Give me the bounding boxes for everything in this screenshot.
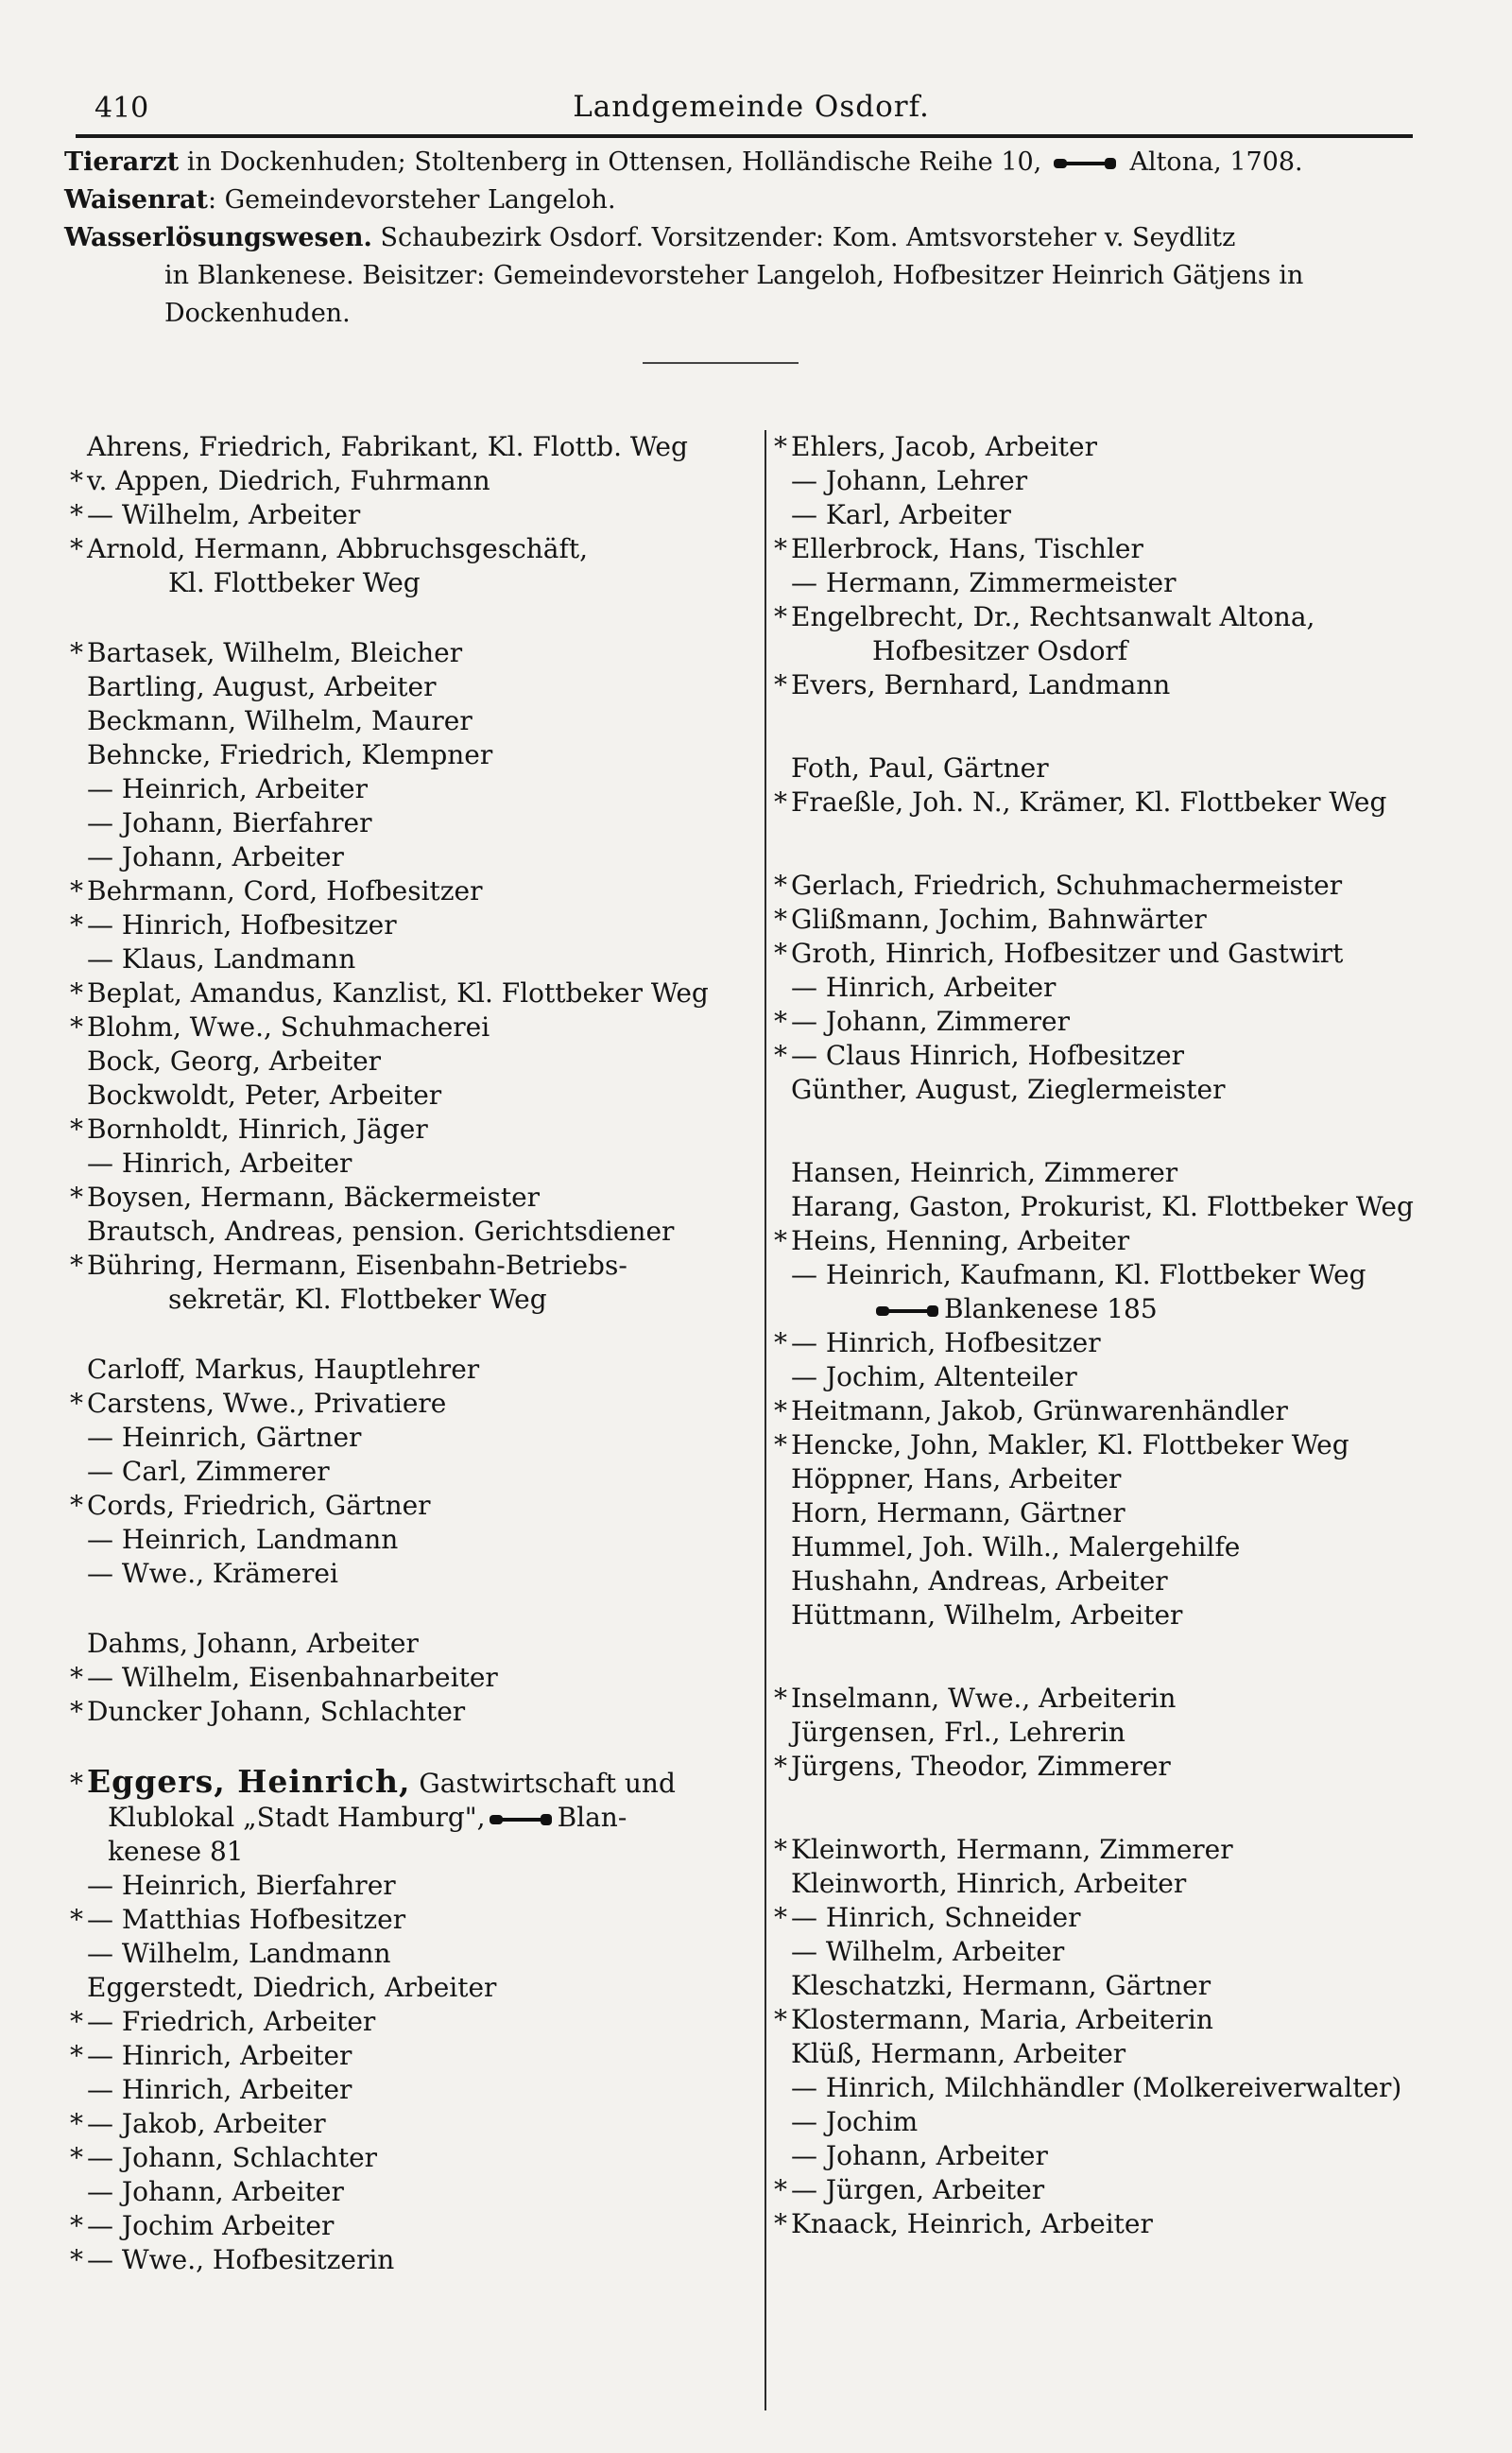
directory-entry: [66, 1113, 756, 1147]
entry-continuation: Kl. Flottbeker Weg: [168, 567, 421, 598]
entry-text: Ellerbrock, Hans, Tischler: [791, 533, 1143, 564]
directory-entry: [66, 806, 756, 840]
directory-entry: [770, 1716, 1469, 1750]
entry-text: — Jochim Arbeiter: [87, 2210, 335, 2241]
entry-text: — Johann, Arbeiter: [791, 2140, 1048, 2171]
telephone-icon: [1054, 155, 1118, 172]
wasser-line: [64, 219, 1420, 257]
tierarzt-label: Tierarzt: [64, 147, 180, 177]
entry-continuation: sekretär, Kl. Flottbeker Weg: [168, 1284, 547, 1315]
entry-text: Kleinworth, Hinrich, Arbeiter: [791, 1868, 1187, 1899]
entry-text: — Jochim: [791, 2106, 919, 2137]
intro-block: [64, 144, 1420, 333]
entry-text: Arnold, Hermann, Abbruchsgeschäft,: [87, 533, 589, 564]
directory-entry: [66, 1455, 756, 1489]
star-mark: *: [774, 1751, 787, 1782]
directory-entry: [66, 430, 756, 464]
directory-entry: [66, 1661, 756, 1695]
directory-entry: [66, 1079, 756, 1113]
entry-text: — Heinrich, Arbeiter: [87, 773, 368, 804]
eggers-line-2-text: Klublokal „Stadt Hamburg",: [108, 1802, 486, 1833]
star-mark: *: [774, 1429, 787, 1460]
directory-entry: [66, 976, 756, 1011]
star-mark: *: [774, 786, 787, 818]
directory-entry: [770, 566, 1469, 600]
star-mark: *: [70, 1011, 83, 1043]
directory-entry: [66, 2175, 756, 2209]
entry-text: Engelbrecht, Dr., Rechtsanwalt Altona,: [791, 601, 1315, 632]
entry-text: Bartling, August, Arbeiter: [87, 671, 437, 702]
entry-text: — Karl, Arbeiter: [791, 499, 1011, 530]
directory-entry: [770, 464, 1469, 498]
entry-text: Carstens, Wwe., Privatiere: [87, 1388, 447, 1419]
eggers-name: Eggers, Heinrich,: [87, 1763, 411, 1800]
directory-entry: [770, 2105, 1469, 2139]
directory-entry: [66, 908, 756, 942]
directory-entry: [66, 1937, 756, 1971]
entry-text: Klüß, Hermann, Arbeiter: [791, 2038, 1126, 2069]
directory-entry: [770, 869, 1469, 903]
entry-text: Hansen, Heinrich, Zimmerer: [791, 1157, 1178, 1188]
entry-text: — Wilhelm, Eisenbahnarbeiter: [87, 1662, 498, 1693]
directory-entry: [770, 1901, 1469, 1935]
star-mark: *: [774, 1834, 787, 1865]
wasser-text: Schaubezirk Osdorf. Vorsitzender: Kom. Amtsvorsteher v. Seydlitz: [371, 223, 1236, 252]
entry-text: Foth, Paul, Gärtner: [791, 752, 1049, 784]
star-mark: *: [774, 1225, 787, 1256]
entry-text: Bühring, Hermann, Eisenbahn-Betriebs-: [87, 1250, 627, 1281]
entry-text: — Johann, Bierfahrer: [87, 807, 372, 838]
wasser-line-2: in Blankenese. Beisitzer: Gemeindevorsteher Langeloh, Hofbesitzer Heinrich Gätjens in: [164, 261, 1304, 290]
directory-entry: [66, 1249, 756, 1317]
entry-text: — Johann, Zimmerer: [791, 1006, 1070, 1037]
star-mark: *: [774, 870, 787, 901]
star-mark: *: [70, 1904, 83, 1935]
directory-entry: [66, 704, 756, 738]
directory-entry: [66, 772, 756, 806]
directory-entry: [66, 2073, 756, 2107]
directory-entry: [770, 1005, 1469, 1039]
star-mark: *: [70, 637, 83, 668]
entry-phone-line: [791, 1292, 1469, 1326]
star-mark: *: [70, 875, 83, 907]
entry-text: — Johann, Arbeiter: [87, 2176, 344, 2207]
wasser-line-3: Dockenhuden.: [164, 299, 351, 328]
directory-entry: [770, 2207, 1469, 2241]
star-mark: *: [70, 2244, 83, 2275]
directory-entry: [770, 668, 1469, 702]
directory-entry: [770, 2139, 1469, 2173]
entry-text: Glißmann, Jochim, Bahnwärter: [791, 904, 1207, 935]
star-mark: *: [774, 601, 787, 632]
waisenrat-line: [64, 181, 1420, 219]
entry-text: — Wwe., Krämerei: [87, 1558, 338, 1589]
entry-text: Günther, August, Zieglermeister: [791, 1074, 1226, 1105]
star-mark: *: [70, 1250, 83, 1281]
tierarzt-text: in Dockenhuden; Stoltenberg in Ottensen, Holländische Reihe 10,: [179, 147, 1042, 177]
entry-text: Ahrens, Friedrich, Fabrikant, Kl. Flottb. Weg: [87, 431, 688, 462]
directory-entry: [66, 1903, 756, 1937]
directory-entry: [770, 1073, 1469, 1107]
directory-entry: [770, 1833, 1469, 1867]
directory-entry: [66, 942, 756, 976]
entry-text: — Heinrich, Landmann: [87, 1524, 399, 1555]
entry-text: Behrmann, Cord, Hofbesitzer: [87, 875, 483, 907]
directory-entry: [770, 1156, 1469, 1190]
group-e-right: [770, 430, 1469, 702]
star-mark: *: [70, 533, 83, 564]
telephone-icon: [876, 1303, 940, 1320]
entry-text: — Heinrich, Bierfahrer: [87, 1870, 396, 1901]
section-separator: [643, 362, 799, 364]
entry-text: — Friedrich, Arbeiter: [87, 2006, 376, 2037]
star-mark: *: [774, 2208, 787, 2239]
entry-text: — Wilhelm, Arbeiter: [791, 1936, 1065, 1967]
group-j: [770, 1682, 1469, 1784]
directory-entry: [66, 1523, 756, 1557]
star-mark: *: [774, 2004, 787, 2035]
waisenrat-label: Waisenrat: [64, 185, 208, 215]
star-mark: *: [774, 2174, 787, 2205]
group-f: [770, 751, 1469, 820]
star-mark: *: [70, 465, 83, 496]
directory-entry: [770, 430, 1469, 464]
phone-number: Blankenese 185: [944, 1293, 1158, 1324]
star-mark: *: [70, 2108, 83, 2139]
entry-text: v. Appen, Diedrich, Fuhrmann: [87, 465, 490, 496]
directory-entry: [770, 1360, 1469, 1394]
telephone-icon: [490, 1811, 554, 1828]
directory-entry: [66, 464, 756, 498]
header-rule: [76, 134, 1413, 138]
star-mark: *: [774, 904, 787, 935]
star-mark: *: [70, 909, 83, 941]
entry-text: Bornholdt, Hinrich, Jäger: [87, 1114, 428, 1145]
group-c: [66, 1353, 756, 1591]
entry-text: — Johann, Arbeiter: [87, 841, 344, 872]
entry-text: — Jürgen, Arbeiter: [791, 2174, 1045, 2205]
entry-text: — Hermann, Zimmermeister: [791, 567, 1177, 598]
directory-entry: [66, 1869, 756, 1903]
star-mark: *: [774, 1395, 787, 1426]
directory-entry: [770, 2071, 1469, 2105]
entry-text: Kleinworth, Hermann, Zimmerer: [791, 1834, 1233, 1865]
directory-entry: [66, 2243, 756, 2277]
entry-text: Ehlers, Jacob, Arbeiter: [791, 431, 1097, 462]
directory-entry: [66, 2039, 756, 2073]
entry-text: Behncke, Friedrich, Klempner: [87, 739, 493, 770]
group-k: [770, 1833, 1469, 2241]
directory-entry: [66, 532, 756, 600]
star-mark: *: [70, 2210, 83, 2241]
entry-text: Beplat, Amandus, Kanzlist, Kl. Flottbeker Weg: [87, 977, 709, 1009]
entry-text: Fraeßle, Joh. N., Krämer, Kl. Flottbeker Weg: [791, 786, 1387, 818]
star-mark: *: [70, 1182, 83, 1213]
star-mark: *: [70, 2142, 83, 2173]
entry-continuation: Hofbesitzer Osdorf: [872, 635, 1128, 666]
directory-entry: [66, 2141, 756, 2175]
star-mark: *: [774, 1902, 787, 1933]
directory-entry: [770, 1867, 1469, 1901]
entry-text: Hushahn, Andreas, Arbeiter: [791, 1565, 1168, 1597]
left-column: [66, 430, 756, 2277]
entry-text: — Wilhelm, Landmann: [87, 1938, 391, 1969]
group-b: [66, 636, 756, 1317]
directory-entry: [66, 1695, 756, 1729]
entry-text: Dahms, Johann, Arbeiter: [87, 1628, 419, 1659]
entry-text: Cords, Friedrich, Gärtner: [87, 1490, 431, 1521]
directory-entry: [770, 1750, 1469, 1784]
star-mark: *: [774, 1040, 787, 1071]
star-mark: *: [774, 1683, 787, 1714]
right-column: [770, 430, 1469, 2241]
waisenrat-text: : Gemeindevorsteher Langeloh.: [207, 185, 616, 215]
star-mark: *: [774, 1006, 787, 1037]
directory-entry: [770, 532, 1469, 566]
star-mark: *: [70, 499, 83, 530]
directory-entry: [770, 1462, 1469, 1496]
entry-text: Duncker Johann, Schlachter: [87, 1696, 466, 1727]
entry-text: Hummel, Joh. Wilh., Malergehilfe: [791, 1531, 1241, 1563]
group-d: [66, 1627, 756, 1729]
directory-entry: [770, 1326, 1469, 1360]
directory-entry: [770, 1682, 1469, 1716]
directory-entry: [66, 2107, 756, 2141]
directory-entry: [66, 738, 756, 772]
directory-entry: [66, 1215, 756, 1249]
entry-text: — Johann, Schlachter: [87, 2142, 378, 2173]
entry-text: — Jochim, Altenteiler: [791, 1361, 1077, 1392]
entry-text: — Heinrich, Gärtner: [87, 1422, 362, 1453]
directory-entry: [66, 1557, 756, 1591]
star-mark: *: [70, 1696, 83, 1727]
star-mark: *: [774, 669, 787, 700]
column-divider: [765, 430, 766, 2410]
directory-entry: [66, 1489, 756, 1523]
star-mark: *: [774, 1327, 787, 1358]
entry-text: Knaack, Heinrich, Arbeiter: [791, 2208, 1153, 2239]
entry-text: — Hinrich, Hofbesitzer: [87, 909, 397, 941]
directory-entry: [770, 2173, 1469, 2207]
entry-text: — Klaus, Landmann: [87, 943, 356, 975]
star-mark: *: [774, 431, 787, 462]
entry-text: Bock, Georg, Arbeiter: [87, 1045, 382, 1077]
entry-text: Horn, Hermann, Gärtner: [791, 1497, 1125, 1529]
directory-entry: [770, 971, 1469, 1005]
group-g: [770, 869, 1469, 1107]
directory-entry: [770, 937, 1469, 971]
star-mark: *: [70, 1662, 83, 1693]
directory-entry: [66, 874, 756, 908]
entry-text: — Wilhelm, Arbeiter: [87, 499, 361, 530]
page-number: 410: [94, 92, 149, 125]
entry-text: Beckmann, Wilhelm, Maurer: [87, 705, 472, 736]
directory-entry: [770, 786, 1469, 820]
directory-entry: [770, 1224, 1469, 1258]
entry-text: Evers, Bernhard, Landmann: [791, 669, 1171, 700]
star-mark: *: [70, 1768, 83, 1799]
tierarzt-line: [64, 144, 1420, 181]
directory-entry: [770, 1190, 1469, 1224]
directory-entry: [66, 1971, 756, 2005]
entry-text: — Wwe., Hofbesitzerin: [87, 2244, 395, 2275]
group-a: [66, 430, 756, 600]
group-e: [66, 1869, 756, 2277]
entry-text: — Hinrich, Arbeiter: [87, 2040, 352, 2071]
directory-entry: [66, 1387, 756, 1421]
directory-entry: [66, 1181, 756, 1215]
eggers-line-2-after: Blan-: [557, 1802, 627, 1833]
entry-text: Gerlach, Friedrich, Schuhmachermeister: [791, 870, 1343, 901]
directory-entry: [770, 751, 1469, 786]
directory-entry: [770, 1394, 1469, 1428]
entry-text: Heins, Henning, Arbeiter: [791, 1225, 1130, 1256]
entry-text: — Heinrich, Kaufmann, Kl. Flottbeker Weg: [791, 1259, 1366, 1290]
entry-text: Groth, Hinrich, Hofbesitzer und Gastwirt: [791, 938, 1344, 969]
entry-text: — Matthias Hofbesitzer: [87, 1904, 406, 1935]
directory-entry: [770, 2037, 1469, 2071]
directory-entry: [770, 1530, 1469, 1564]
directory-entry: [770, 600, 1469, 668]
directory-entry: [770, 1039, 1469, 1073]
entry-text: Jürgens, Theodor, Zimmerer: [791, 1751, 1171, 1782]
entry-text: — Jakob, Arbeiter: [87, 2108, 326, 2139]
directory-entry: [66, 840, 756, 874]
eggers-line-2: [87, 1801, 756, 1835]
star-mark: *: [70, 2006, 83, 2037]
entry-text: Klostermann, Maria, Arbeiterin: [791, 2004, 1213, 2035]
entry-text: — Hinrich, Arbeiter: [791, 972, 1057, 1003]
entry-text: Brautsch, Andreas, pension. Gerichtsdiener: [87, 1216, 675, 1247]
directory-entry: [66, 498, 756, 532]
entry-text: Blohm, Wwe., Schuhmacherei: [87, 1011, 490, 1043]
entry-text: Carloff, Markus, Hauptlehrer: [87, 1354, 480, 1385]
star-mark: *: [774, 533, 787, 564]
directory-entry: [66, 1421, 756, 1455]
directory-entry: [66, 1147, 756, 1181]
entry-text: — Hinrich, Arbeiter: [87, 1148, 352, 1179]
directory-entry: [66, 636, 756, 670]
entry-text: Bockwoldt, Peter, Arbeiter: [87, 1080, 442, 1111]
entry-text: — Hinrich, Schneider: [791, 1902, 1081, 1933]
directory-entry: [66, 2209, 756, 2243]
running-title: Landgemeinde Osdorf.: [573, 90, 930, 124]
eggers-entry: [66, 1765, 756, 1869]
directory-entry: [770, 1564, 1469, 1598]
star-mark: *: [70, 1114, 83, 1145]
page-header: [90, 90, 1413, 137]
directory-entry: [770, 1598, 1469, 1632]
directory-entry: [66, 1627, 756, 1661]
directory-entry: [66, 670, 756, 704]
eggers-line-3: kenese 81: [108, 1836, 244, 1867]
star-mark: *: [70, 2040, 83, 2071]
directory-entry: [66, 1353, 756, 1387]
entry-text: — Carl, Zimmerer: [87, 1456, 330, 1487]
entry-text: — Johann, Lehrer: [791, 465, 1028, 496]
eggers-rest: Gastwirtschaft und: [410, 1768, 676, 1799]
entry-text: Kleschatzki, Hermann, Gärtner: [791, 1970, 1211, 2001]
directory-entry: [66, 2005, 756, 2039]
entry-text: — Hinrich, Milchhändler (Molkereiverwalter): [791, 2072, 1402, 2103]
directory-entry: [770, 498, 1469, 532]
tierarzt-phone: Altona, 1708.: [1129, 147, 1303, 177]
entry-text: Bartasek, Wilhelm, Bleicher: [87, 637, 463, 668]
entry-text: Höppner, Hans, Arbeiter: [791, 1463, 1122, 1494]
directory-entry: [770, 1935, 1469, 1969]
entry-text: Jürgensen, Frl., Lehrerin: [791, 1717, 1125, 1748]
entry-text: Inselmann, Wwe., Arbeiterin: [791, 1683, 1177, 1714]
directory-entry: [770, 903, 1469, 937]
star-mark: *: [70, 977, 83, 1009]
entry-text: — Hinrich, Hofbesitzer: [791, 1327, 1101, 1358]
directory-entry: [770, 1496, 1469, 1530]
star-mark: *: [774, 938, 787, 969]
directory-entry: [66, 1011, 756, 1045]
entry-text: Harang, Gaston, Prokurist, Kl. Flottbeker Weg: [791, 1191, 1414, 1222]
entry-text: Eggerstedt, Diedrich, Arbeiter: [87, 1972, 497, 2003]
entry-text: Hüttmann, Wilhelm, Arbeiter: [791, 1599, 1183, 1631]
entry-text: — Hinrich, Arbeiter: [87, 2074, 352, 2105]
directory-entry: [66, 1045, 756, 1079]
star-mark: *: [70, 1490, 83, 1521]
entry-text: Boysen, Hermann, Bäckermeister: [87, 1182, 541, 1213]
entry-text: — Claus Hinrich, Hofbesitzer: [791, 1040, 1184, 1071]
entry-text: Heitmann, Jakob, Grünwarenhändler: [791, 1395, 1288, 1426]
directory-entry: [770, 1258, 1469, 1326]
wasser-label: Wasserlösungswesen.: [64, 223, 372, 252]
directory-entry: [770, 2003, 1469, 2037]
group-h: [770, 1156, 1469, 1632]
directory-entry: [770, 1428, 1469, 1462]
star-mark: *: [70, 1388, 83, 1419]
directory-entry: [770, 1969, 1469, 2003]
entry-text: Hencke, John, Makler, Kl. Flottbeker Weg: [791, 1429, 1349, 1460]
